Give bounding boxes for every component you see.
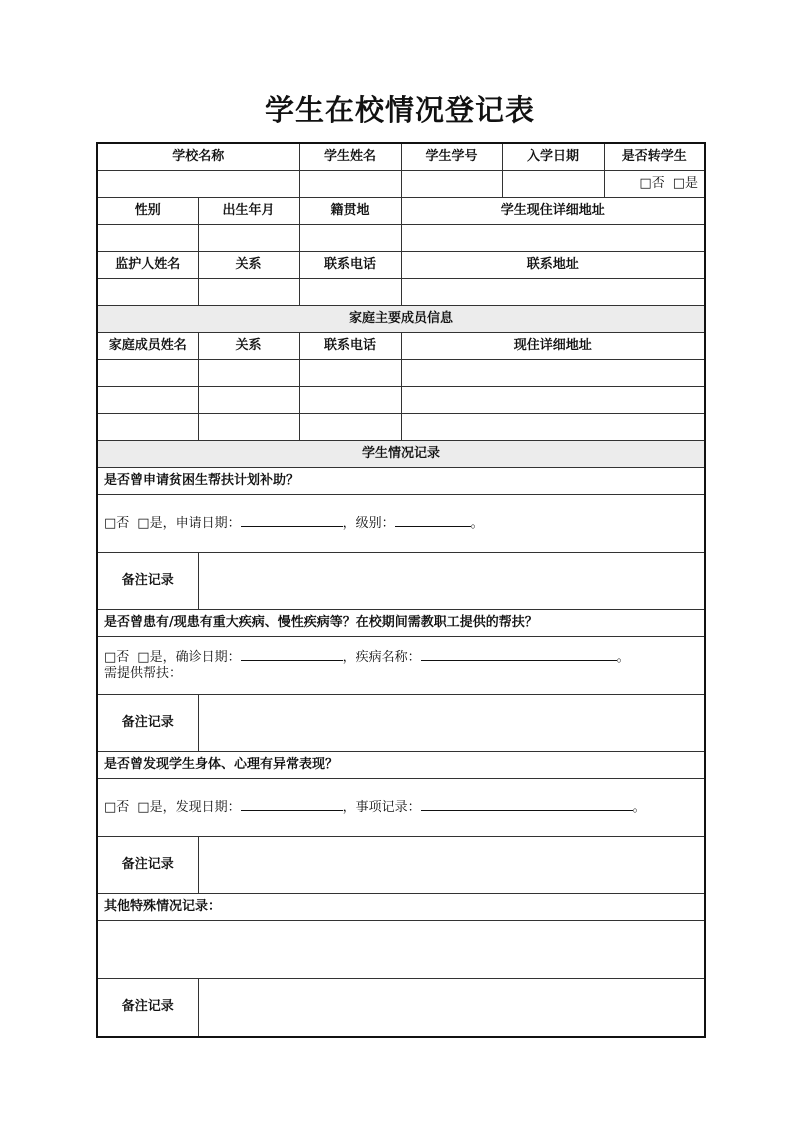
abnormal-yes-checkbox[interactable]: □是，发现日期： (137, 800, 241, 815)
birth-header: 出生年月 (198, 197, 299, 224)
other-record-field[interactable] (97, 920, 705, 978)
member-relation-field[interactable] (198, 359, 299, 386)
member-name-field[interactable] (97, 413, 198, 440)
guardian-relation-header: 关系 (198, 251, 299, 278)
remark-label: 备注记录 (97, 694, 198, 751)
guardian-name-header: 监护人姓名 (97, 251, 198, 278)
gender-header: 性别 (97, 197, 198, 224)
guardian-phone-field[interactable] (299, 278, 401, 305)
transfer-options (604, 170, 705, 197)
transfer-header: 是否转学生 (604, 143, 705, 170)
member-address-field[interactable] (401, 386, 705, 413)
diagnosis-date-blank[interactable] (241, 648, 343, 661)
student-id-field[interactable] (401, 170, 502, 197)
illness-yes-checkbox[interactable]: □是，确诊日期： (137, 650, 241, 665)
disease-name-blank[interactable] (421, 648, 617, 661)
native-place-field[interactable] (299, 224, 401, 251)
member-address-header: 现住详细地址 (401, 332, 705, 359)
student-address-header: 学生现住详细地址 (401, 197, 705, 224)
student-id-header: 学生学号 (401, 143, 502, 170)
period: 。 (470, 516, 484, 531)
apply-date-blank[interactable] (241, 514, 343, 527)
enroll-date-field[interactable] (502, 170, 604, 197)
transfer-no-checkbox[interactable]: □否 (639, 175, 665, 191)
student-address-field[interactable] (401, 224, 705, 251)
registration-form (96, 142, 706, 1038)
illness-no-checkbox[interactable]: □否 (104, 650, 130, 665)
member-phone-field[interactable] (299, 359, 401, 386)
found-date-blank[interactable] (241, 798, 343, 811)
member-name-field[interactable] (97, 386, 198, 413)
period: 。 (616, 650, 630, 665)
member-address-field[interactable] (401, 413, 705, 440)
remark-field[interactable] (198, 694, 705, 751)
records-section-title: 学生情况记录 (97, 440, 705, 467)
remark-label: 备注记录 (97, 836, 198, 893)
member-name-field[interactable] (97, 359, 198, 386)
gender-field[interactable] (97, 224, 198, 251)
level-blank[interactable] (395, 514, 471, 527)
member-address-field[interactable] (401, 359, 705, 386)
guardian-name-field[interactable] (97, 278, 198, 305)
guardian-relation-field[interactable] (198, 278, 299, 305)
question-illness: 是否曾患有/现患有重大疾病、慢性疾病等？在校期间需教职工提供的帮扶？ (97, 609, 705, 636)
item-record-blank[interactable] (421, 798, 633, 811)
family-section-title: 家庭主要成员信息 (97, 305, 705, 332)
question-abnormal: 是否曾发现学生身体、心理有异常表现？ (97, 751, 705, 778)
poverty-yes-checkbox[interactable]: □是，申请日期： (137, 516, 241, 531)
member-phone-header: 联系电话 (299, 332, 401, 359)
school-name-header: 学校名称 (97, 143, 299, 170)
poverty-no-checkbox[interactable]: □否 (104, 516, 130, 531)
remark-label: 备注记录 (97, 978, 198, 1037)
level-label: ，级别： (342, 516, 395, 531)
member-relation-field[interactable] (198, 386, 299, 413)
help-needed-label: 需提供帮扶： (104, 666, 183, 681)
remark-field[interactable] (198, 552, 705, 609)
remark-field[interactable] (198, 978, 705, 1037)
member-relation-field[interactable] (198, 413, 299, 440)
member-name-header: 家庭成员姓名 (97, 332, 198, 359)
transfer-yes-checkbox[interactable]: □是 (672, 175, 699, 191)
abnormal-no-checkbox[interactable]: □否 (104, 800, 130, 815)
period: 。 (632, 800, 646, 815)
guardian-address-header: 联系地址 (401, 251, 705, 278)
student-name-field[interactable] (299, 170, 401, 197)
answer-illness (97, 636, 705, 694)
birth-field[interactable] (198, 224, 299, 251)
answer-poverty-aid (97, 494, 705, 552)
page-title: 学生在校情况登记表 (264, 93, 535, 127)
native-place-header: 籍贯地 (299, 197, 401, 224)
question-poverty-aid: 是否曾申请贫困生帮扶计划补助？ (97, 467, 705, 494)
answer-abnormal (97, 778, 705, 836)
member-relation-header: 关系 (198, 332, 299, 359)
student-name-header: 学生姓名 (299, 143, 401, 170)
member-phone-field[interactable] (299, 413, 401, 440)
enroll-date-header: 入学日期 (502, 143, 604, 170)
guardian-address-field[interactable] (401, 278, 705, 305)
member-phone-field[interactable] (299, 386, 401, 413)
item-record-label: ，事项记录： (342, 800, 421, 815)
school-name-field[interactable] (97, 170, 299, 197)
question-other: 其他特殊情况记录： (97, 893, 705, 920)
remark-label: 备注记录 (97, 552, 198, 609)
remark-field[interactable] (198, 836, 705, 893)
guardian-phone-header: 联系电话 (299, 251, 401, 278)
disease-name-label: ，疾病名称： (342, 650, 421, 665)
